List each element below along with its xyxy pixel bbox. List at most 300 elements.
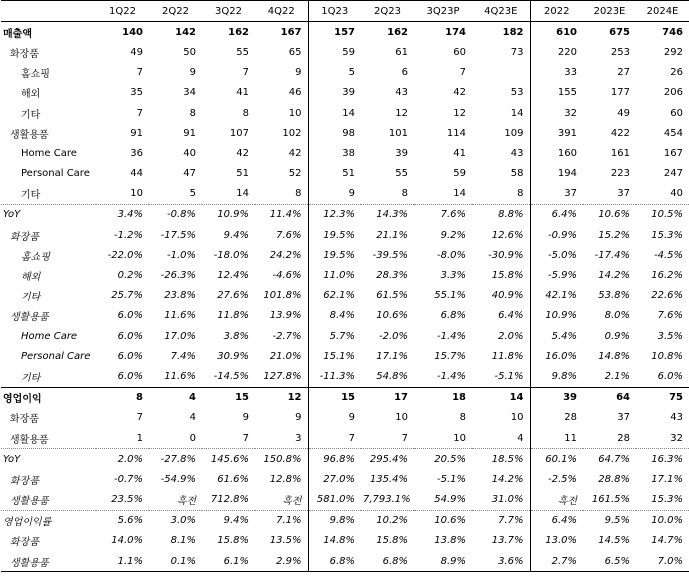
value-cell: 52 xyxy=(288,168,302,180)
value-cell: 42 xyxy=(453,87,466,99)
value-cell: 11.4% xyxy=(255,204,308,225)
value-cell: 7 xyxy=(401,432,408,444)
value-cell: 5.7% xyxy=(308,326,361,346)
value-cell: -0.8% xyxy=(149,204,202,225)
row-label: Home Care xyxy=(21,330,78,342)
value-cell: 10 xyxy=(130,188,143,200)
value-cell: 223 xyxy=(610,168,630,180)
column-header: 2023E xyxy=(583,1,636,22)
row-label: 화장품 xyxy=(10,48,39,60)
value-cell: 177 xyxy=(610,87,630,99)
value-cell: 9 xyxy=(308,184,361,205)
value-cell: 9.5% xyxy=(583,510,636,531)
value-cell: 581.0% xyxy=(308,490,361,511)
value-cell: 6.8% xyxy=(361,551,414,572)
value-cell: 11 xyxy=(530,428,583,449)
value-cell: 9.4% xyxy=(202,510,255,531)
value-cell: 18 xyxy=(414,387,472,408)
value-cell: 30.9% xyxy=(217,350,249,362)
value-cell: -1.4% xyxy=(436,370,466,382)
value-cell: 53.8% xyxy=(598,290,630,302)
value-cell: 8.4% xyxy=(308,306,361,326)
value-cell: 12.8% xyxy=(269,473,302,485)
value-cell: 19.5% xyxy=(308,225,361,245)
value-cell: 9.4% xyxy=(223,229,249,241)
value-cell: 12 xyxy=(255,387,308,408)
value-cell: 8 xyxy=(401,188,408,200)
value-cell: 610 xyxy=(530,22,583,43)
value-cell: 13.5% xyxy=(269,535,302,547)
value-cell: 42.1% xyxy=(530,286,583,306)
row-label: Personal Care xyxy=(21,350,91,362)
value-cell: 2.1% xyxy=(604,370,630,382)
value-cell: 15.8% xyxy=(376,535,408,547)
row-label: YoY xyxy=(1,204,96,225)
value-cell: 39 xyxy=(395,147,408,159)
value-cell: 5.4% xyxy=(530,326,583,346)
value-cell: 135.4% xyxy=(369,473,408,485)
value-cell: -14.5% xyxy=(213,370,249,382)
value-cell: 145.6% xyxy=(202,449,255,470)
value-cell: 흑전 xyxy=(176,496,196,508)
value-cell: 6.1% xyxy=(202,551,255,572)
value-cell: 15.2% xyxy=(598,229,630,241)
value-cell: 1 xyxy=(136,432,143,444)
value-cell: 14.3% xyxy=(361,204,414,225)
table-row xyxy=(1,306,689,326)
value-cell: 54.8% xyxy=(376,370,408,382)
value-cell: 5.6% xyxy=(96,510,149,531)
value-cell: 14 xyxy=(453,188,466,200)
value-cell: -30.9% xyxy=(488,249,524,261)
value-cell: 3.6% xyxy=(472,551,530,572)
value-cell: 11.0% xyxy=(308,265,361,285)
value-cell: 11.8% xyxy=(491,350,524,362)
value-cell: 0.2% xyxy=(117,270,143,282)
value-cell: -39.5% xyxy=(372,249,408,261)
value-cell: 14.5% xyxy=(598,535,630,547)
table-row xyxy=(1,22,689,43)
table-row xyxy=(1,164,689,184)
row-label: 해외 xyxy=(21,89,41,101)
row-label: 생활용품 xyxy=(10,434,49,446)
value-cell: 10.6% xyxy=(376,310,408,322)
value-cell: 7.6% xyxy=(657,310,683,322)
table-row xyxy=(1,123,689,143)
value-cell: 6.8% xyxy=(440,310,466,322)
value-cell: 2.7% xyxy=(530,551,583,572)
value-cell: 3.0% xyxy=(149,510,202,531)
value-cell: 109 xyxy=(504,127,524,139)
value-cell: 712.8% xyxy=(210,494,249,506)
value-cell: 142 xyxy=(175,26,196,38)
value-cell: 0.1% xyxy=(149,551,202,572)
value-cell: 2.0% xyxy=(96,449,149,470)
value-cell: 6.0% xyxy=(117,350,143,362)
value-cell: 12.3% xyxy=(308,204,361,225)
value-cell: 55.1% xyxy=(434,290,466,302)
value-cell: 7 xyxy=(136,107,143,119)
value-cell: 161 xyxy=(610,147,630,159)
value-cell: 102 xyxy=(282,127,302,139)
value-cell: 8.9% xyxy=(414,551,472,572)
value-cell: 8 xyxy=(459,412,466,424)
value-cell: 39 xyxy=(308,83,361,103)
value-cell: 220 xyxy=(530,42,583,62)
table-row xyxy=(1,551,689,572)
row-label: 화장품 xyxy=(10,231,39,243)
value-cell: 28.3% xyxy=(376,270,408,282)
value-cell: 157 xyxy=(308,22,361,43)
row-label: 생활용품 xyxy=(10,496,49,508)
value-cell: 42 xyxy=(236,147,249,159)
value-cell: 7 xyxy=(136,412,143,424)
value-cell: 422 xyxy=(610,127,630,139)
table-row xyxy=(1,387,689,408)
value-cell: 13.0% xyxy=(530,531,583,551)
value-cell: 14 xyxy=(236,188,249,200)
column-header: 2Q22 xyxy=(149,1,202,22)
value-cell: -2.7% xyxy=(272,330,302,342)
value-cell: 98 xyxy=(308,123,361,143)
value-cell: 14 xyxy=(472,387,530,408)
value-cell: 37 xyxy=(530,184,583,205)
value-cell: 10.9% xyxy=(530,306,583,326)
value-cell: 9 xyxy=(242,412,249,424)
value-cell: 0 xyxy=(189,432,196,444)
value-cell: 6.8% xyxy=(308,551,361,572)
value-cell: -17.5% xyxy=(160,229,196,241)
value-cell: 7.4% xyxy=(170,350,196,362)
value-cell: 9 xyxy=(295,412,302,424)
value-cell: 23.5% xyxy=(111,494,143,506)
row-label: 매출액 xyxy=(3,28,32,40)
value-cell: 295.4% xyxy=(361,449,414,470)
value-cell: 167 xyxy=(280,26,302,38)
value-cell: 20.5% xyxy=(414,449,472,470)
value-cell: 107 xyxy=(229,127,249,139)
value-cell: 43 xyxy=(510,147,524,159)
value-cell: 58 xyxy=(510,168,524,180)
value-cell: 6.0% xyxy=(657,370,683,382)
value-cell: 44 xyxy=(130,168,143,180)
value-cell: 25.7% xyxy=(111,290,143,302)
value-cell: 39 xyxy=(530,387,583,408)
row-label: 화장품 xyxy=(10,537,39,549)
value-cell: 61 xyxy=(395,46,408,58)
value-cell: 9.8% xyxy=(308,510,361,531)
value-cell: 6.4% xyxy=(498,310,524,322)
value-cell: 0.9% xyxy=(604,330,630,342)
value-cell: 7 xyxy=(136,67,143,79)
value-cell: 27.0% xyxy=(308,469,361,489)
value-cell: 1.1% xyxy=(96,551,149,572)
value-cell: 10.0% xyxy=(636,510,689,531)
column-header: 4Q22 xyxy=(255,1,308,22)
value-cell: -22.0% xyxy=(107,249,143,261)
value-cell: 61.6% xyxy=(217,473,249,485)
value-cell: 60 xyxy=(453,46,466,58)
value-cell: 32 xyxy=(530,103,583,123)
row-label: 생활용품 xyxy=(10,312,49,324)
value-cell: -1.2% xyxy=(113,229,143,241)
value-cell: 162 xyxy=(387,26,408,38)
value-cell: 28.8% xyxy=(598,473,630,485)
value-cell: 51 xyxy=(308,164,361,184)
value-cell: -26.3% xyxy=(160,270,196,282)
value-cell: 247 xyxy=(663,168,683,180)
value-cell: 41 xyxy=(453,147,466,159)
row-label: 기타 xyxy=(21,109,41,121)
value-cell: 3.4% xyxy=(96,204,149,225)
value-cell: 23.8% xyxy=(164,290,196,302)
value-cell: 3.3% xyxy=(440,270,466,282)
value-cell: 10.8% xyxy=(651,350,683,362)
value-cell: -18.0% xyxy=(213,249,249,261)
value-cell: 37 xyxy=(617,188,630,200)
value-cell: 14.2% xyxy=(491,473,524,485)
value-cell: 14.0% xyxy=(111,535,143,547)
value-cell: 6.0% xyxy=(117,330,143,342)
value-cell: 흑전 xyxy=(530,490,583,511)
value-cell: 55 xyxy=(236,46,249,58)
value-cell: 6.4% xyxy=(530,510,583,531)
value-cell: 292 xyxy=(663,46,683,58)
table-row xyxy=(1,366,689,387)
table-row xyxy=(1,225,689,245)
value-cell: 16.0% xyxy=(530,346,583,366)
value-cell: 8.8% xyxy=(472,204,530,225)
table-row xyxy=(1,63,689,83)
value-cell: 253 xyxy=(610,46,630,58)
value-cell: 15.7% xyxy=(434,350,466,362)
value-cell: 3.8% xyxy=(223,330,249,342)
value-cell: 15.3% xyxy=(651,229,683,241)
value-cell: -11.3% xyxy=(308,366,361,387)
table-row xyxy=(1,103,689,123)
row-label: Personal Care xyxy=(21,168,90,180)
value-cell: 19.5% xyxy=(308,245,361,265)
value-cell: 17.0% xyxy=(164,330,196,342)
value-cell: 10.6% xyxy=(583,204,636,225)
value-cell: 10 xyxy=(510,412,524,424)
value-cell: -27.8% xyxy=(149,449,202,470)
value-cell: 14.8% xyxy=(308,531,361,551)
value-cell: 15 xyxy=(202,387,255,408)
value-cell: 8.1% xyxy=(170,535,196,547)
table-row xyxy=(1,265,689,285)
table-row xyxy=(1,143,689,163)
value-cell: 206 xyxy=(663,87,683,99)
value-cell: 31.0% xyxy=(491,494,524,506)
table-row xyxy=(1,326,689,346)
value-cell: 10 xyxy=(288,107,302,119)
row-label: 화장품 xyxy=(10,475,39,487)
value-cell: 75 xyxy=(636,387,689,408)
value-cell: 40 xyxy=(183,147,196,159)
value-cell: 61.5% xyxy=(376,290,408,302)
value-cell: 10.6% xyxy=(414,510,472,531)
value-cell: 36 xyxy=(130,147,143,159)
row-label: 기타 xyxy=(21,190,41,202)
value-cell: 391 xyxy=(530,123,583,143)
value-cell: 167 xyxy=(663,147,683,159)
value-cell: 161.5% xyxy=(591,494,630,506)
value-cell: 127.8% xyxy=(263,370,302,382)
value-cell: 454 xyxy=(663,127,683,139)
row-label: 해외 xyxy=(21,272,41,284)
column-header: 1Q23 xyxy=(308,1,361,22)
value-cell: 14.2% xyxy=(598,270,630,282)
value-cell: 24.2% xyxy=(269,249,302,261)
table-row xyxy=(1,245,689,265)
value-cell: 18.5% xyxy=(472,449,530,470)
value-cell: 96.8% xyxy=(308,449,361,470)
value-cell: 40.9% xyxy=(491,290,524,302)
column-header: 2024E xyxy=(636,1,689,22)
value-cell: 11.6% xyxy=(164,310,196,322)
value-cell: 4 xyxy=(149,387,202,408)
value-cell: 41 xyxy=(236,87,249,99)
value-cell: 150.8% xyxy=(255,449,308,470)
value-cell: -1.0% xyxy=(166,249,196,261)
value-cell: 13.7% xyxy=(491,535,524,547)
value-cell: 675 xyxy=(609,26,630,38)
value-cell: 37 xyxy=(617,412,630,424)
value-cell: 59 xyxy=(308,42,361,62)
header-label-cell xyxy=(1,1,96,22)
value-cell: 2.9% xyxy=(255,551,308,572)
value-cell: 174 xyxy=(445,26,466,38)
value-cell: 91 xyxy=(130,127,143,139)
value-cell: 155 xyxy=(530,83,583,103)
value-cell: 17.1% xyxy=(651,473,683,485)
table-row xyxy=(1,346,689,366)
row-label: 기타 xyxy=(21,372,41,384)
header-row xyxy=(1,1,689,22)
value-cell: 14.8% xyxy=(598,350,630,362)
value-cell xyxy=(472,63,530,83)
value-cell: 54.9% xyxy=(434,494,466,506)
value-cell: 746 xyxy=(662,26,683,38)
table-row xyxy=(1,408,689,428)
value-cell: 12.4% xyxy=(217,270,249,282)
value-cell: -5.0% xyxy=(530,245,583,265)
value-cell: 11.8% xyxy=(217,310,249,322)
column-header: 3Q22 xyxy=(202,1,255,22)
value-cell: 162 xyxy=(228,26,249,38)
value-cell: 9 xyxy=(189,67,196,79)
value-cell: -0.7% xyxy=(113,473,143,485)
value-cell: 73 xyxy=(510,46,524,58)
row-label: 화장품 xyxy=(10,414,39,426)
value-cell: 2.0% xyxy=(498,330,524,342)
value-cell: 17 xyxy=(361,387,414,408)
value-cell: -5.9% xyxy=(530,265,583,285)
value-cell: 64 xyxy=(583,387,636,408)
table-row xyxy=(1,428,689,449)
financial-table xyxy=(1,0,689,572)
value-cell: 7 xyxy=(242,67,249,79)
value-cell: 4 xyxy=(517,432,524,444)
value-cell: 12 xyxy=(453,107,466,119)
value-cell: 3 xyxy=(295,432,302,444)
value-cell: 53 xyxy=(510,87,524,99)
value-cell: 28 xyxy=(530,408,583,428)
row-label: 기타 xyxy=(21,292,41,304)
value-cell: 33 xyxy=(530,63,583,83)
value-cell: 9 xyxy=(308,408,361,428)
value-cell: 흑전 xyxy=(282,496,302,508)
value-cell: 7,793.1% xyxy=(363,494,411,506)
value-cell: 35 xyxy=(130,87,143,99)
value-cell: 17.1% xyxy=(376,350,408,362)
column-header: 2Q23 xyxy=(361,1,414,22)
value-cell: 9.8% xyxy=(530,366,583,387)
column-header: 4Q23E xyxy=(472,1,530,22)
table-row xyxy=(1,83,689,103)
value-cell: 7 xyxy=(459,67,466,79)
value-cell: 49 xyxy=(130,46,143,58)
value-cell: -4.5% xyxy=(653,249,683,261)
value-cell: 13.9% xyxy=(269,310,302,322)
row-label: 생활용품 xyxy=(1,551,96,572)
value-cell: 32 xyxy=(670,432,683,444)
value-cell: 15.3% xyxy=(651,494,683,506)
row-label: 홈쇼핑 xyxy=(21,69,50,81)
value-cell: 182 xyxy=(502,26,524,38)
value-cell: 6.4% xyxy=(530,204,583,225)
value-cell: 42 xyxy=(288,147,302,159)
value-cell: 65 xyxy=(288,46,302,58)
value-cell: 3.5% xyxy=(657,330,683,342)
value-cell: 28 xyxy=(617,432,630,444)
value-cell: 14.7% xyxy=(651,535,683,547)
value-cell: 8.0% xyxy=(604,310,630,322)
value-cell: 27 xyxy=(617,67,630,79)
value-cell: 160 xyxy=(530,143,583,163)
value-cell: 114 xyxy=(446,127,466,139)
value-cell: 22.6% xyxy=(651,290,683,302)
value-cell: 8 xyxy=(242,107,249,119)
value-cell: 8 xyxy=(96,387,149,408)
value-cell: 10 xyxy=(395,412,408,424)
table-row xyxy=(1,184,689,205)
value-cell: 14 xyxy=(510,107,524,119)
row-label: Home Care xyxy=(21,147,77,159)
value-cell: -8.0% xyxy=(436,249,466,261)
value-cell: 5 xyxy=(308,63,361,83)
value-cell: 8 xyxy=(517,188,524,200)
row-label: 생활용품 xyxy=(10,129,49,141)
value-cell: 12 xyxy=(395,107,408,119)
value-cell: 15 xyxy=(308,387,361,408)
row-label: YoY xyxy=(1,449,96,470)
column-header: 2022 xyxy=(530,1,583,22)
column-header: 1Q22 xyxy=(96,1,149,22)
value-cell: 38 xyxy=(308,143,361,163)
value-cell: 6.5% xyxy=(583,551,636,572)
value-cell: 101 xyxy=(388,127,408,139)
value-cell: 27.6% xyxy=(217,290,249,302)
value-cell: 10 xyxy=(453,432,466,444)
value-cell: -17.4% xyxy=(594,249,630,261)
value-cell: -4.6% xyxy=(272,270,302,282)
value-cell: 14 xyxy=(308,103,361,123)
table-row xyxy=(1,204,689,225)
value-cell: 49 xyxy=(617,107,630,119)
value-cell: 15.8% xyxy=(491,270,524,282)
